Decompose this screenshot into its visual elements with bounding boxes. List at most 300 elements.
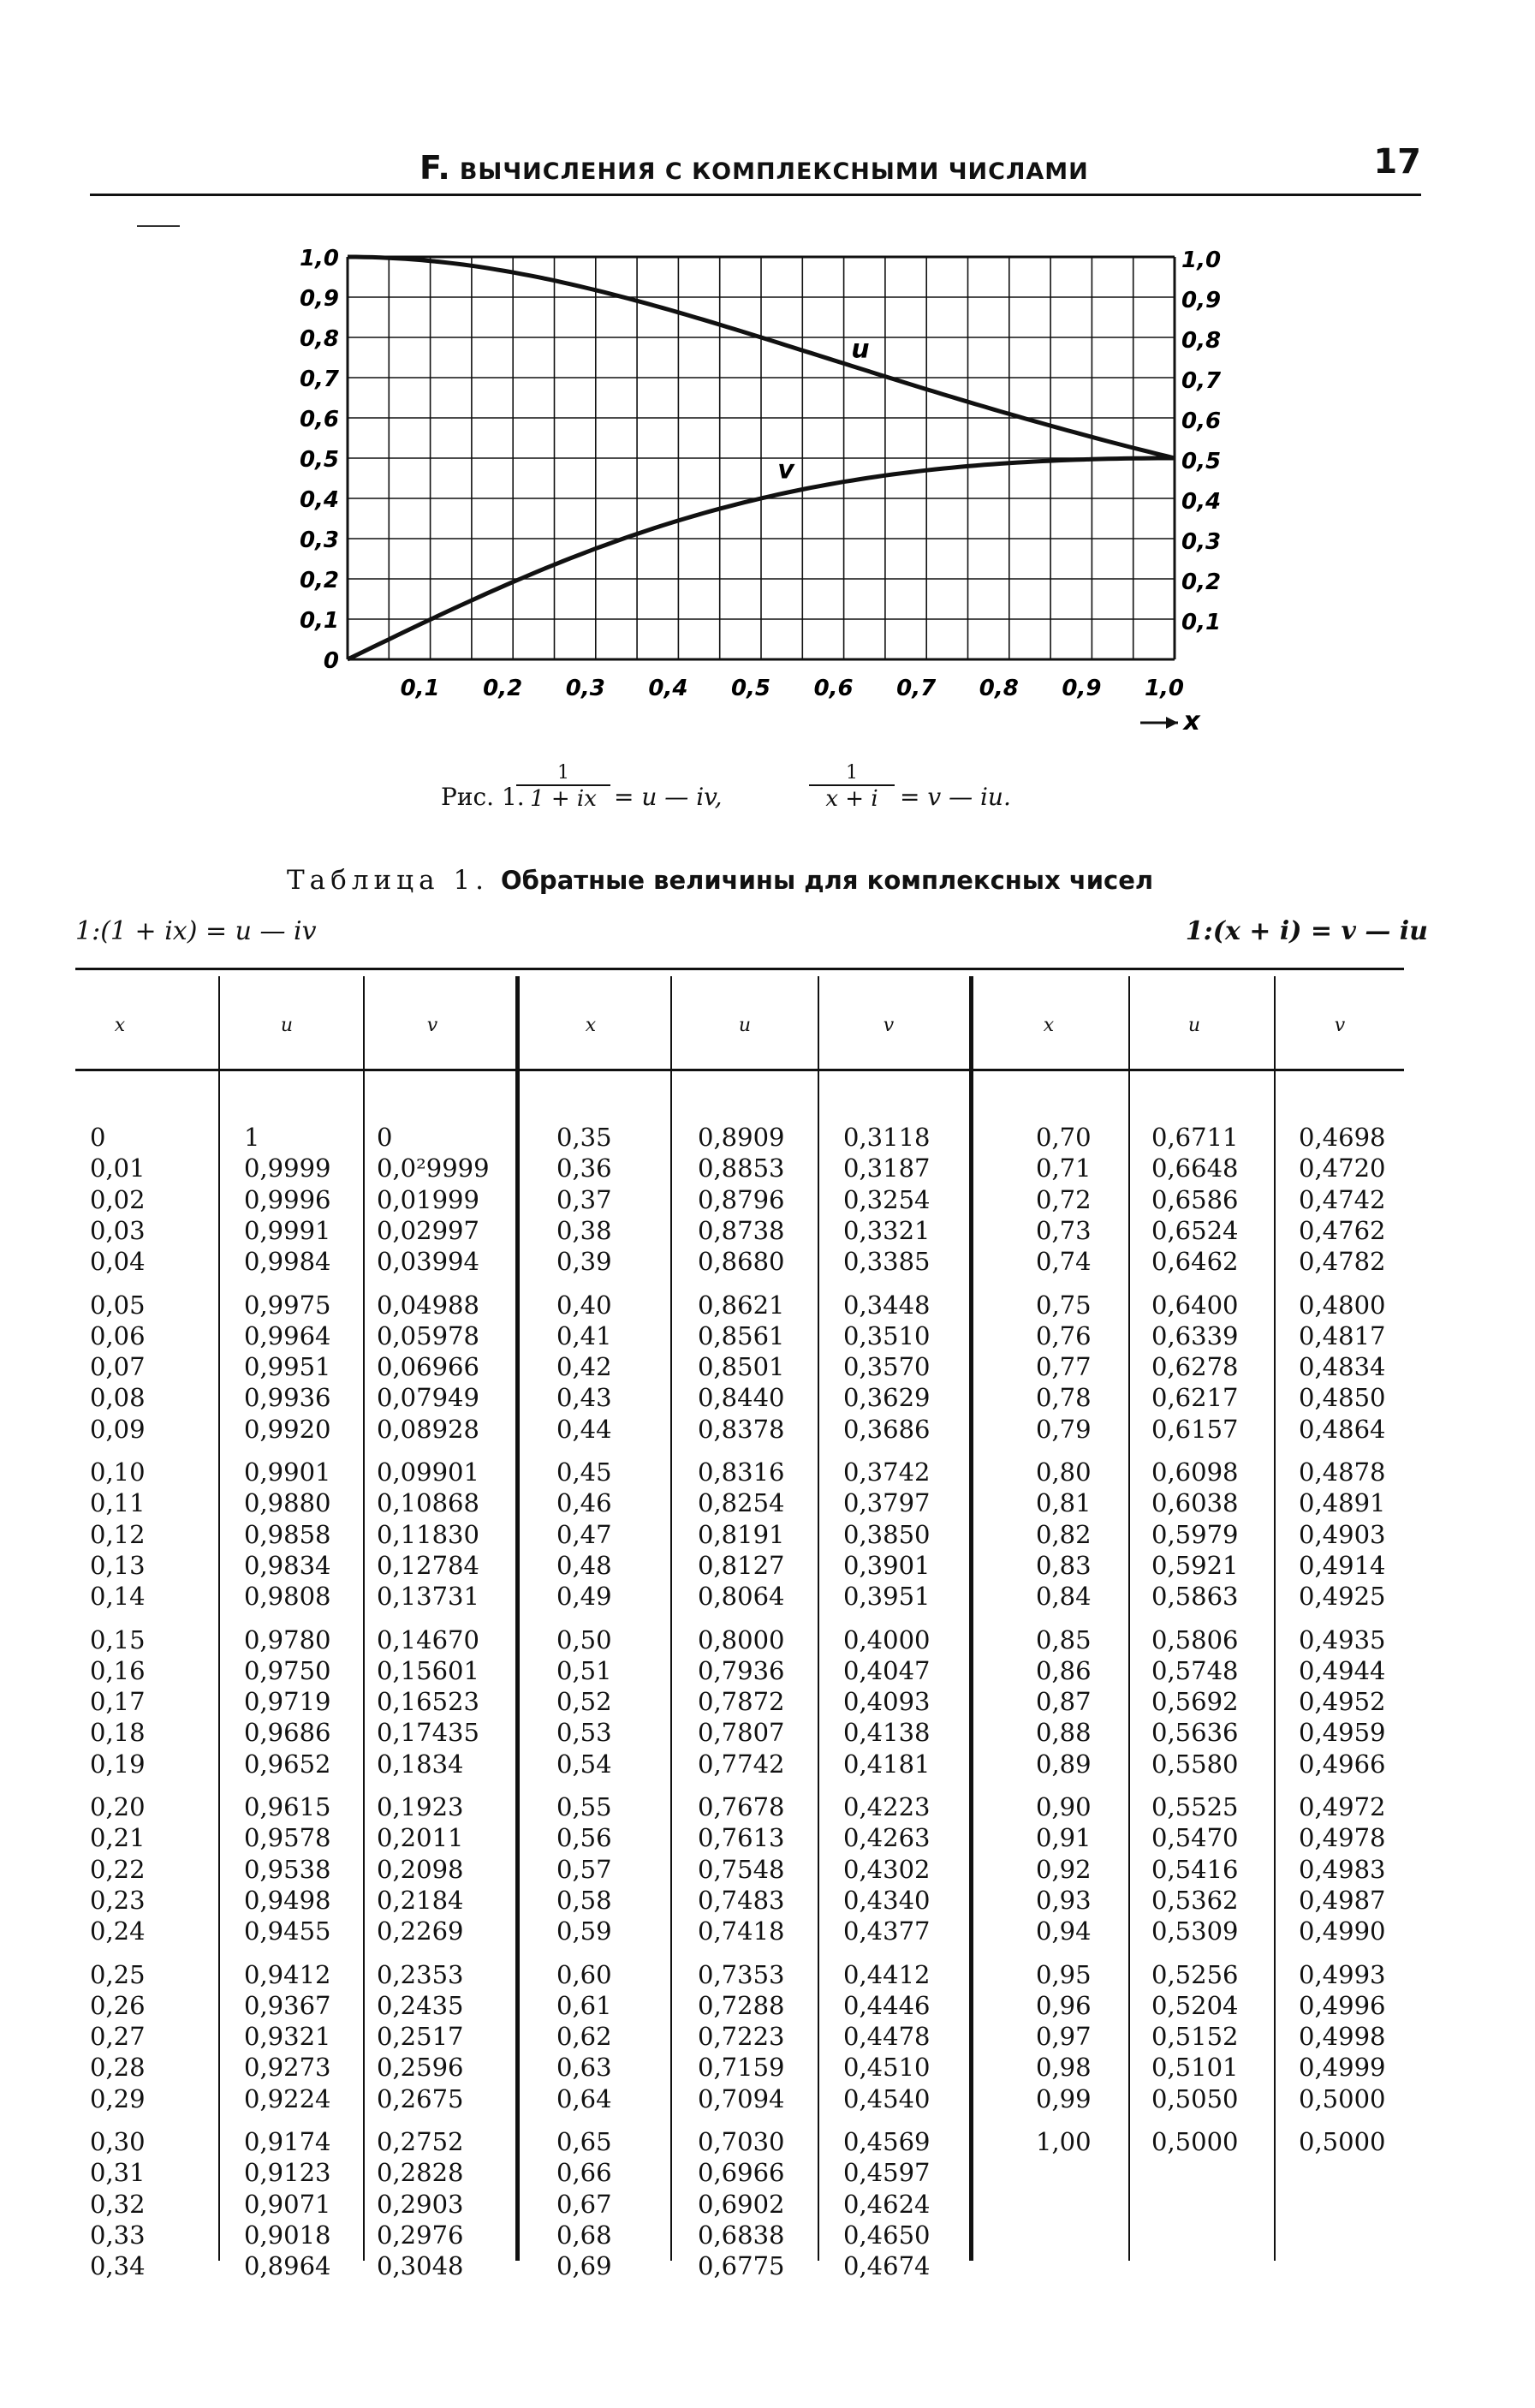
- table-cell-block2-u: 0,8064: [698, 1582, 785, 1612]
- table-cell-block3-u: 0,6462: [1151, 1247, 1239, 1277]
- table-cell-block3-v: 0,4903: [1299, 1519, 1386, 1549]
- table-cell-block2-x: 0,51: [556, 1655, 612, 1685]
- table-cell-block1-v: 0,2752: [377, 2127, 464, 2156]
- x-tick-label: 0,2: [483, 676, 523, 701]
- x-tick-label: 1,0: [1144, 676, 1185, 701]
- table-cell-block1-x: 0,26: [90, 1990, 146, 2020]
- table-cell-block2-u: 0,8680: [698, 1247, 785, 1277]
- col-divider: [1274, 976, 1276, 2261]
- table-cell-block2-u: 0,6966: [698, 2158, 785, 2188]
- table-cell-block1-v: 0,11830: [377, 1519, 479, 1549]
- table-cell-block3-u: 0,6038: [1151, 1488, 1239, 1518]
- col-header-u3: u: [1187, 1015, 1201, 1036]
- col-header-u2: u: [738, 1015, 752, 1036]
- table-cell-block2-u: 0,8316: [698, 1457, 785, 1487]
- table-cell-block2-u: 0,8621: [698, 1290, 785, 1320]
- table-cell-block2-x: 0,45: [556, 1457, 612, 1487]
- table-cell-block1-u: 0,9984: [244, 1247, 331, 1277]
- table-cell-block2-u: 0,8000: [698, 1624, 785, 1654]
- table-cell-block2-v: 0,4478: [843, 2022, 931, 2052]
- y-tick-label-right: 0,7: [1181, 368, 1222, 394]
- table-cell-block3-v: 0,4972: [1299, 1792, 1386, 1821]
- col-divider: [363, 976, 365, 2261]
- table-cell-block1-v: 0,12784: [377, 1550, 479, 1580]
- col-divider: [670, 976, 672, 2261]
- formula-right: 1:(x + i) = v — iu: [1185, 916, 1428, 946]
- table-cell-block1-u: 0,9538: [244, 1854, 331, 1884]
- table-cell-block2-v: 0,4302: [843, 1854, 931, 1884]
- table-cell-block2-u: 0,8796: [698, 1184, 785, 1214]
- table-cell-block3-u: 0,5204: [1151, 1990, 1239, 2020]
- table-cell-block3-x: 0,70: [1036, 1123, 1092, 1152]
- table-cell-block2-v: 0,4446: [843, 1990, 931, 2020]
- table-cell-block2-u: 0,8378: [698, 1414, 785, 1444]
- y-tick-label-right: 0,1: [1181, 610, 1222, 635]
- table-cell-block2-u: 0,8738: [698, 1215, 785, 1245]
- caption-fraction-2: [809, 762, 895, 812]
- y-tick-label-right: 0,2: [1181, 569, 1222, 595]
- table-cell-block2-u: 0,7159: [698, 2053, 785, 2083]
- table-cell-block3-v: 0,4987: [1299, 1885, 1386, 1915]
- table-cell-block2-v: 0,4223: [843, 1792, 931, 1821]
- table-cell-block3-v: 0,4966: [1299, 1749, 1386, 1779]
- table-cell-block2-x: 0,64: [556, 2083, 612, 2113]
- table-cell-block3-v: 0,4800: [1299, 1290, 1386, 1320]
- table-cell-block3-x: 0,84: [1036, 1582, 1092, 1612]
- table-cell-block3-v: 0,4996: [1299, 1990, 1386, 2020]
- table-cell-block3-x: 0,91: [1036, 1823, 1092, 1853]
- table-cell-block2-v: 0,4510: [843, 2053, 931, 2083]
- table-cell-block1-u: 0,9224: [244, 2083, 331, 2113]
- table-cell-block1-v: 0,2675: [377, 2083, 464, 2113]
- y-tick-label-left: 0,8: [299, 326, 339, 352]
- table-cell-block2-v: 0,4569: [843, 2127, 931, 2156]
- table-cell-block2-x: 0,37: [556, 1184, 612, 1214]
- x-tick-label: 0,9: [1062, 676, 1102, 701]
- table-cell-block1-x: 0,04: [90, 1247, 146, 1277]
- table-cell-block2-x: 0,42: [556, 1352, 612, 1382]
- table-cell-block1-u: 0,9964: [244, 1320, 331, 1350]
- table-cell-block3-u: 0,5309: [1151, 1916, 1239, 1946]
- table-cell-block2-u: 0,8561: [698, 1320, 785, 1350]
- running-head-title: [419, 149, 1089, 187]
- y-tick-label-right: 0,4: [1181, 489, 1222, 515]
- table-cell-block3-x: 0,86: [1036, 1655, 1092, 1685]
- table-cell-block2-v: 0,3629: [843, 1383, 931, 1413]
- table-caption-text: Обратные величины для комплексных чисел: [501, 866, 1154, 895]
- x-axis-arrowhead: [1166, 717, 1178, 729]
- table-cell-block2-x: 0,40: [556, 1290, 612, 1320]
- table-cell-block2-u: 0,8853: [698, 1153, 785, 1183]
- table-cell-block2-u: 0,7483: [698, 1885, 785, 1915]
- col-header-v2: v: [883, 1015, 895, 1036]
- table-cell-block2-v: 0,3118: [843, 1123, 931, 1152]
- table-cell-block3-x: 0,73: [1036, 1215, 1092, 1245]
- table-cell-block2-u: 0,6902: [698, 2189, 785, 2219]
- y-tick-label-left: 0,6: [299, 407, 339, 432]
- table-cell-block3-u: 0,5580: [1151, 1749, 1239, 1779]
- short-rule: [137, 225, 180, 227]
- table-cell-block2-v: 0,3570: [843, 1352, 931, 1382]
- table-cell-block2-u: 0,7936: [698, 1655, 785, 1685]
- table-cell-block1-v: 0,1834: [377, 1749, 464, 1779]
- y-tick-label-left: 1,0: [299, 246, 339, 271]
- table-cell-block1-x: 0,20: [90, 1792, 146, 1821]
- y-tick-label-left: 0,2: [299, 568, 339, 593]
- table-cell-block1-v: 0,1923: [377, 1792, 464, 1821]
- x-tick-label: 0,4: [648, 676, 688, 701]
- table-cell-block1-v: 0,05978: [377, 1320, 479, 1350]
- table-cell-block1-x: 0,11: [90, 1488, 146, 1518]
- table-cell-block1-x: 0,13: [90, 1550, 146, 1580]
- table-cell-block3-u: 0,5362: [1151, 1885, 1239, 1915]
- y-tick-label-left: 0,1: [299, 608, 339, 634]
- table-cell-block3-v: 0,4782: [1299, 1247, 1386, 1277]
- header-rule: [90, 194, 1421, 196]
- table-cell-block1-u: 0,9615: [244, 1792, 331, 1821]
- table-cell-block2-u: 0,8501: [698, 1352, 785, 1382]
- table-cell-block1-x: 0,12: [90, 1519, 146, 1549]
- table-cell-block1-u: 0,9920: [244, 1414, 331, 1444]
- section-title: ВЫЧИСЛЕНИЯ С КОМПЛЕКСНЫМИ ЧИСЛАМИ: [459, 158, 1089, 185]
- table-cell-block3-x: 0,92: [1036, 1854, 1092, 1884]
- table-cell-block1-u: 0,9578: [244, 1823, 331, 1853]
- table-cell-block2-x: 0,36: [556, 1153, 612, 1183]
- table-cell-block3-x: 0,83: [1036, 1550, 1092, 1580]
- table-cell-block2-x: 0,35: [556, 1123, 612, 1152]
- table-cell-block1-u: 0,9367: [244, 1990, 331, 2020]
- page-number: 17: [1373, 142, 1421, 182]
- x-tick-label: 0,5: [730, 676, 771, 701]
- fraction-1-denominator: 1 + ix: [516, 784, 610, 812]
- table-cell-block3-v: 0,4925: [1299, 1582, 1386, 1612]
- table-cell-block2-x: 0,41: [556, 1320, 612, 1350]
- table-cell-block3-v: 0,4944: [1299, 1655, 1386, 1685]
- table-cell-block3-x: 0,72: [1036, 1184, 1092, 1214]
- table-cell-block1-u: 0,9071: [244, 2189, 331, 2219]
- table-cell-block3-u: 0,6586: [1151, 1184, 1239, 1214]
- caption-fraction-1: [516, 762, 610, 812]
- table-cell-block1-x: 0,14: [90, 1582, 146, 1612]
- table-cell-block1-v: 0,2976: [377, 2220, 464, 2250]
- table-title: [287, 865, 1153, 896]
- table-cell-block3-x: 0,94: [1036, 1916, 1092, 1946]
- table-cell-block2-u: 0,6775: [698, 2251, 785, 2281]
- table-cell-block1-v: 0,2828: [377, 2158, 464, 2188]
- table-cell-block3-x: 0,93: [1036, 1885, 1092, 1915]
- table-cell-block3-v: 0,4698: [1299, 1123, 1386, 1152]
- col-divider: [818, 976, 819, 2261]
- table-cell-block1-x: 0,19: [90, 1749, 146, 1779]
- table-cell-block3-x: 0,98: [1036, 2053, 1092, 2083]
- table-cell-block3-u: 0,6157: [1151, 1414, 1239, 1444]
- table-cell-block1-u: 0,9686: [244, 1718, 331, 1748]
- table-cell-block2-v: 0,3321: [843, 1215, 931, 1245]
- x-tick-label: 0,7: [896, 676, 937, 701]
- table-cell-block2-u: 0,8440: [698, 1383, 785, 1413]
- table-cell-block1-u: 0,9880: [244, 1488, 331, 1518]
- table-cell-block2-x: 0,53: [556, 1718, 612, 1748]
- y-tick-label-left: 0,7: [299, 367, 339, 392]
- figure-caption: [441, 762, 1126, 831]
- y-tick-label-right: 0,5: [1181, 449, 1222, 474]
- table-header-rule: [75, 1069, 1404, 1071]
- table-cell-block3-u: 0,6400: [1151, 1290, 1239, 1320]
- table-cell-block2-v: 0,3385: [843, 1247, 931, 1277]
- table-cell-block3-x: 0,77: [1036, 1352, 1092, 1382]
- table-cell-block3-x: 0,96: [1036, 1990, 1092, 2020]
- table-cell-block2-x: 0,46: [556, 1488, 612, 1518]
- table-cell-block1-v: 0,2184: [377, 1885, 464, 1915]
- table-cell-block1-x: 0,27: [90, 2022, 146, 2052]
- table-cell-block3-v: 0,4914: [1299, 1550, 1386, 1580]
- table-cell-block3-v: 0,4817: [1299, 1320, 1386, 1350]
- table-cell-block3-x: 0,76: [1036, 1320, 1092, 1350]
- table-cell-block1-x: 0,06: [90, 1320, 146, 1350]
- table-cell-block1-v: 0,01999: [377, 1184, 479, 1214]
- table-cell-block1-v: 0,2011: [377, 1823, 464, 1853]
- table-cell-block1-x: 0,09: [90, 1414, 146, 1444]
- table-cell-block1-v: 0,04988: [377, 1290, 479, 1320]
- table-cell-block2-v: 0,4650: [843, 2220, 931, 2250]
- table-cell-block3-x: 0,99: [1036, 2083, 1092, 2113]
- table-cell-block1-u: 0,9018: [244, 2220, 331, 2250]
- y-tick-label-left: 0,9: [299, 286, 339, 312]
- table-cell-block2-u: 0,7548: [698, 1854, 785, 1884]
- table-cell-block1-u: 1: [244, 1123, 260, 1152]
- table-cell-block3-u: 0,5979: [1151, 1519, 1239, 1549]
- table-cell-block2-v: 0,4340: [843, 1885, 931, 1915]
- block-divider: [515, 976, 520, 2261]
- table-cell-block2-v: 0,4377: [843, 1916, 931, 1946]
- table-cell-block3-x: 0,75: [1036, 1290, 1092, 1320]
- y-tick-label-right: 0,3: [1181, 529, 1222, 555]
- table-cell-block2-v: 0,4624: [843, 2189, 931, 2219]
- table-cell-block2-v: 0,3448: [843, 1290, 931, 1320]
- table-cell-block3-u: 0,6217: [1151, 1383, 1239, 1413]
- table-cell-block3-v: 0,4878: [1299, 1457, 1386, 1487]
- table-cell-block3-x: 0,97: [1036, 2022, 1092, 2052]
- table-cell-block2-v: 0,3850: [843, 1519, 931, 1549]
- table-cell-block1-u: 0,9498: [244, 1885, 331, 1915]
- table-cell-block3-x: 0,88: [1036, 1718, 1092, 1748]
- table-cell-block3-u: 0,5806: [1151, 1624, 1239, 1654]
- table-cell-block2-v: 0,3686: [843, 1414, 931, 1444]
- table-cell-block1-v: 0,2903: [377, 2189, 464, 2219]
- table-cell-block2-x: 0,52: [556, 1687, 612, 1717]
- table-cell-block2-u: 0,7353: [698, 1959, 785, 1989]
- table-cell-block1-v: 0,2517: [377, 2022, 464, 2052]
- table-cell-block1-x: 0,34: [90, 2251, 146, 2281]
- series-label-u: u: [851, 334, 870, 365]
- table-label: Таблица 1.: [287, 865, 490, 896]
- block-divider: [969, 976, 973, 2261]
- table-cell-block1-v: 0,2269: [377, 1916, 464, 1946]
- table-cell-block1-v: 0,14670: [377, 1624, 479, 1654]
- table-cell-block2-x: 0,54: [556, 1749, 612, 1779]
- table-cell-block2-x: 0,66: [556, 2158, 612, 2188]
- table-cell-block2-v: 0,4181: [843, 1749, 931, 1779]
- table-cell-block3-u: 0,6339: [1151, 1320, 1239, 1350]
- fraction-2-denominator: x + i: [809, 784, 895, 812]
- table-cell-block1-v: 0,15601: [377, 1655, 479, 1685]
- table-cell-block3-x: 0,78: [1036, 1383, 1092, 1413]
- table-cell-block2-v: 0,4674: [843, 2251, 931, 2281]
- table-cell-block3-v: 0,5000: [1299, 2083, 1386, 2113]
- table-cell-block1-u: 0,9951: [244, 1352, 331, 1382]
- table-cell-block3-x: 0,89: [1036, 1749, 1092, 1779]
- x-tick-label: 0,6: [813, 676, 854, 701]
- table-cell-block1-x: 0,10: [90, 1457, 146, 1487]
- y-tick-label-right: 0,8: [1181, 328, 1222, 354]
- x-tick-label: 0,3: [565, 676, 605, 701]
- col-divider: [1128, 976, 1130, 2261]
- table-cell-block3-u: 0,6098: [1151, 1457, 1239, 1487]
- table-cell-block1-u: 0,9808: [244, 1582, 331, 1612]
- table-cell-block1-x: 0,15: [90, 1624, 146, 1654]
- table-cell-block1-u: 0,9273: [244, 2053, 331, 2083]
- table-cell-block3-v: 0,4891: [1299, 1488, 1386, 1518]
- table-cell-block3-x: 0,85: [1036, 1624, 1092, 1654]
- figure-chart: [283, 240, 1224, 754]
- table-cell-block3-x: 0,87: [1036, 1687, 1092, 1717]
- table-cell-block1-v: 0,10868: [377, 1488, 479, 1518]
- table-cell-block3-u: 0,5416: [1151, 1854, 1239, 1884]
- table-cell-block1-u: 0,9750: [244, 1655, 331, 1685]
- table-cell-block3-v: 0,5000: [1299, 2127, 1386, 2156]
- table-cell-block1-v: 0,2353: [377, 1959, 464, 1989]
- table-cell-block2-x: 0,43: [556, 1383, 612, 1413]
- table-cell-block1-x: 0,01: [90, 1153, 146, 1183]
- table-cell-block1-u: 0,9901: [244, 1457, 331, 1487]
- table-cell-block3-x: 0,79: [1036, 1414, 1092, 1444]
- table-cell-block2-v: 0,4540: [843, 2083, 931, 2113]
- table-cell-block2-x: 0,50: [556, 1624, 612, 1654]
- table-cell-block1-u: 0,9123: [244, 2158, 331, 2188]
- table-cell-block3-u: 0,5050: [1151, 2083, 1239, 2113]
- table-cell-block1-u: 0,9999: [244, 1153, 331, 1183]
- table-cell-block1-v: 0,16523: [377, 1687, 479, 1717]
- table-cell-block1-x: 0,08: [90, 1383, 146, 1413]
- table-cell-block3-u: 0,5921: [1151, 1550, 1239, 1580]
- table-cell-block1-v: 0,02997: [377, 1215, 479, 1245]
- table-cell-block3-v: 0,4742: [1299, 1184, 1386, 1214]
- table-cell-block2-u: 0,8254: [698, 1488, 785, 1518]
- table-cell-block1-v: 0,2596: [377, 2053, 464, 2083]
- table-cell-block1-x: 0,02: [90, 1184, 146, 1214]
- table-cell-block2-u: 0,8127: [698, 1550, 785, 1580]
- table-cell-block2-x: 0,62: [556, 2022, 612, 2052]
- table-cell-block3-v: 0,4762: [1299, 1215, 1386, 1245]
- table-cell-block3-x: 1,00: [1036, 2127, 1092, 2156]
- table-cell-block1-u: 0,9936: [244, 1383, 331, 1413]
- table-cell-block3-u: 0,5525: [1151, 1792, 1239, 1821]
- table-cell-block3-v: 0,4990: [1299, 1916, 1386, 1946]
- table-cell-block3-u: 0,5101: [1151, 2053, 1239, 2083]
- table-cell-block3-x: 0,82: [1036, 1519, 1092, 1549]
- table-cell-block1-u: 0,9996: [244, 1184, 331, 1214]
- col-header-x2: x: [585, 1015, 597, 1036]
- table-cell-block1-x: 0,18: [90, 1718, 146, 1748]
- table-cell-block3-v: 0,4834: [1299, 1352, 1386, 1382]
- table-cell-block3-x: 0,71: [1036, 1153, 1092, 1183]
- table-cell-block2-v: 0,4093: [843, 1687, 931, 1717]
- section-letter: F.: [419, 149, 451, 187]
- table-cell-block2-x: 0,69: [556, 2251, 612, 2281]
- table-cell-block3-v: 0,4864: [1299, 1414, 1386, 1444]
- table-cell-block3-v: 0,4998: [1299, 2022, 1386, 2052]
- table-cell-block1-u: 0,9652: [244, 1749, 331, 1779]
- table-cell-block2-v: 0,4000: [843, 1624, 931, 1654]
- table-cell-block1-x: 0,16: [90, 1655, 146, 1685]
- table-cell-block2-v: 0,4597: [843, 2158, 931, 2188]
- table-cell-block2-u: 0,7742: [698, 1749, 785, 1779]
- table-cell-block1-v: 0,13731: [377, 1582, 479, 1612]
- table-cell-block1-v: 0,06966: [377, 1352, 479, 1382]
- table-cell-block1-u: 0,9780: [244, 1624, 331, 1654]
- table-cell-block2-v: 0,4412: [843, 1959, 931, 1989]
- table-cell-block2-u: 0,7872: [698, 1687, 785, 1717]
- table-cell-block3-x: 0,81: [1036, 1488, 1092, 1518]
- table-cell-block2-v: 0,3797: [843, 1488, 931, 1518]
- table-cell-block2-v: 0,4138: [843, 1718, 931, 1748]
- table-cell-block3-u: 0,5152: [1151, 2022, 1239, 2052]
- y-tick-label-left: 0: [323, 648, 339, 674]
- series-label-v: v: [777, 455, 794, 486]
- table-cell-block1-x: 0,22: [90, 1854, 146, 1884]
- table-cell-block1-u: 0,9834: [244, 1550, 331, 1580]
- table-cell-block1-u: 0,8964: [244, 2251, 331, 2281]
- table-cell-block2-u: 0,7030: [698, 2127, 785, 2156]
- table-cell-block3-u: 0,5748: [1151, 1655, 1239, 1685]
- table-cell-block1-x: 0,23: [90, 1885, 146, 1915]
- table-cell-block3-u: 0,6648: [1151, 1153, 1239, 1183]
- table-cell-block2-v: 0,3510: [843, 1320, 931, 1350]
- table-cell-block2-u: 0,7288: [698, 1990, 785, 2020]
- table-cell-block3-x: 0,90: [1036, 1792, 1092, 1821]
- table-cell-block2-x: 0,48: [556, 1550, 612, 1580]
- table-cell-block1-v: 0,09901: [377, 1457, 479, 1487]
- table-cell-block3-u: 0,6524: [1151, 1215, 1239, 1245]
- col-header-u1: u: [280, 1015, 294, 1036]
- table-cell-block3-x: 0,95: [1036, 1959, 1092, 1989]
- table-cell-block2-u: 0,7094: [698, 2083, 785, 2113]
- table-cell-block1-v: 0,17435: [377, 1718, 479, 1748]
- table-cell-block2-x: 0,65: [556, 2127, 612, 2156]
- table-cell-block2-v: 0,3254: [843, 1184, 931, 1214]
- table-cell-block2-u: 0,7223: [698, 2022, 785, 2052]
- table-cell-block1-x: 0,03: [90, 1215, 146, 1245]
- x-axis-label: x: [1183, 706, 1200, 736]
- table-cell-block2-v: 0,3951: [843, 1582, 931, 1612]
- table-cell-block1-x: 0,21: [90, 1823, 146, 1853]
- table-cell-block3-v: 0,4983: [1299, 1854, 1386, 1884]
- table-cell-block1-x: 0,07: [90, 1352, 146, 1382]
- table-cell-block2-v: 0,4047: [843, 1655, 931, 1685]
- table-cell-block1-v: 0,2435: [377, 1990, 464, 2020]
- table-cell-block3-v: 0,4850: [1299, 1383, 1386, 1413]
- table-cell-block1-u: 0,9174: [244, 2127, 331, 2156]
- table-cell-block2-x: 0,39: [556, 1247, 612, 1277]
- table-cell-block3-u: 0,5692: [1151, 1687, 1239, 1717]
- x-tick-label: 0,8: [979, 676, 1019, 701]
- formula-left: 1:(1 + ix) = u — iv: [75, 916, 317, 946]
- table-cell-block3-u: 0,5000: [1151, 2127, 1239, 2156]
- table-cell-block1-x: 0,30: [90, 2127, 146, 2156]
- col-divider: [218, 976, 220, 2261]
- y-tick-label-right: 0,6: [1181, 408, 1222, 434]
- table-cell-block2-x: 0,59: [556, 1916, 612, 1946]
